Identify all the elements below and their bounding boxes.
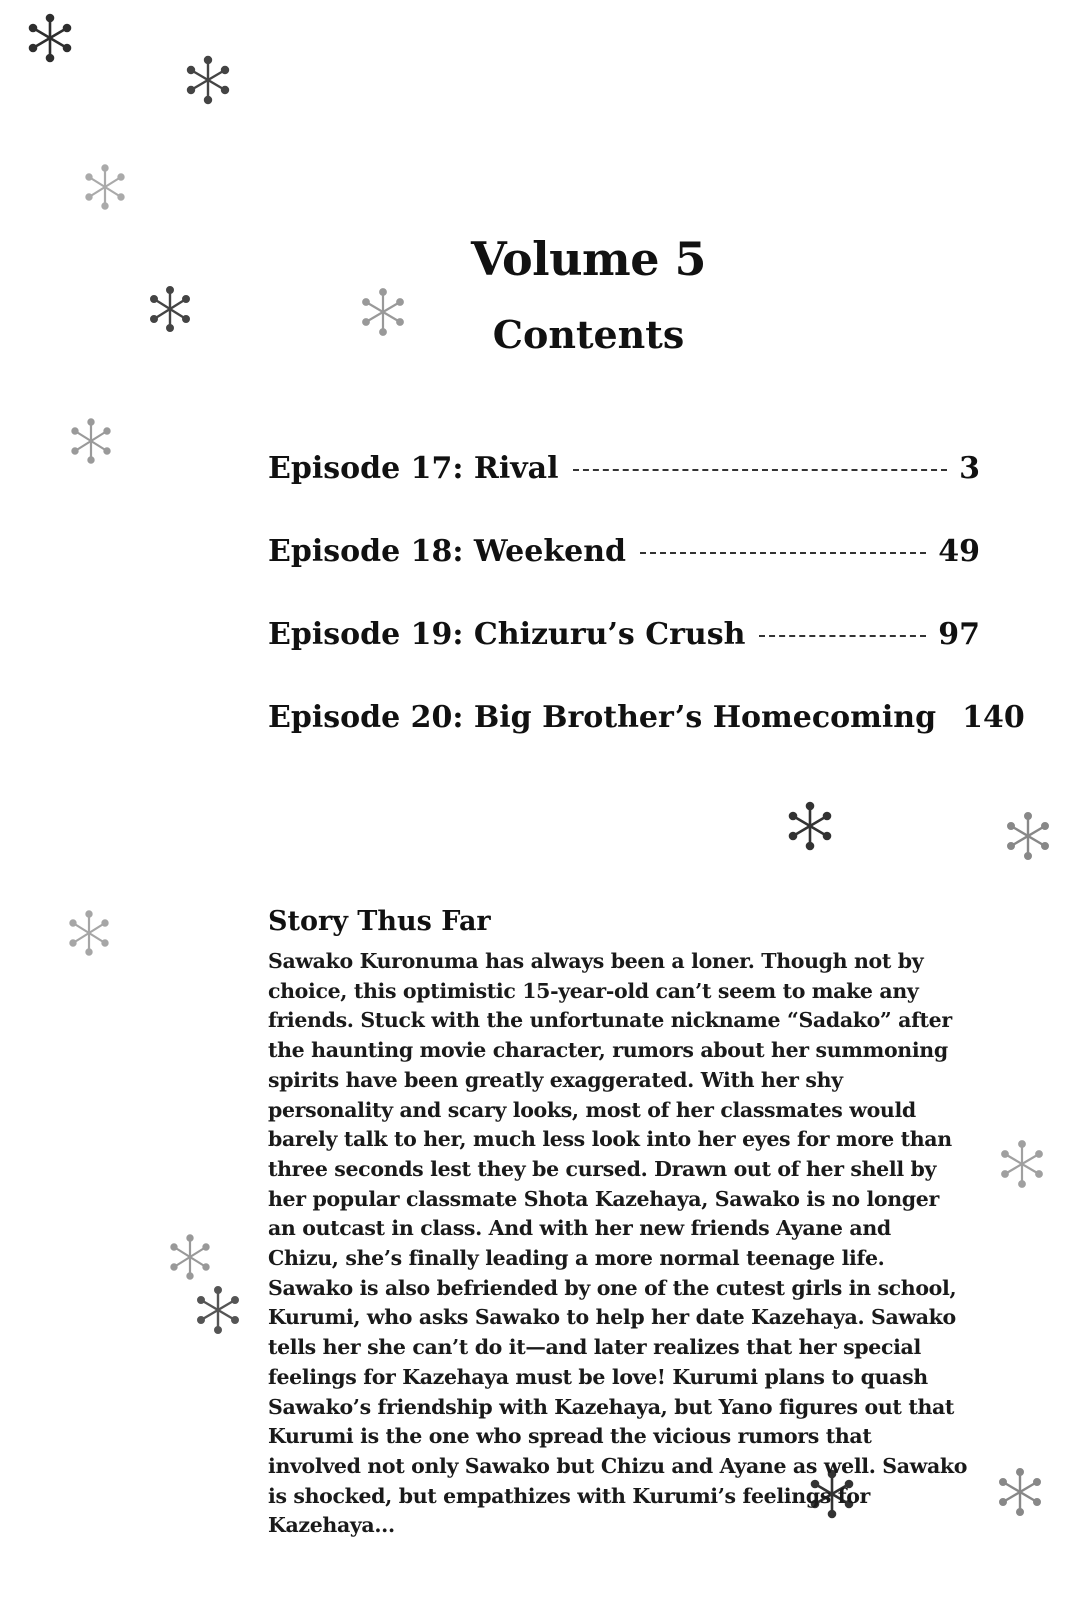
toc-entry-episode-19[interactable] [268,614,980,654]
snowflake-icon [62,906,116,960]
toc-entry-title: Episode 20: Big Brother’s Homecoming [268,699,937,735]
snowflake-icon [22,10,78,66]
toc-dotted-leader [640,552,926,554]
toc-entry-page: 140 [962,699,1025,735]
toc-entry-title: Episode 17: Rival [268,450,559,486]
snowflake-icon [1000,808,1056,864]
volume-title: Volume 5 [470,232,707,286]
story-thus-far-section [268,906,968,1541]
toc-entry-page: 97 [938,616,980,652]
toc-entry-page: 3 [959,450,980,486]
snowflake-icon [163,1230,217,1284]
toc-entry-episode-20[interactable] [268,697,1025,737]
toc-entry-episode-18[interactable] [268,531,980,571]
contents-heading: Contents [492,312,685,357]
snowflake-icon [78,160,132,214]
snowflake-icon [64,414,118,468]
toc-entry-title: Episode 19: Chizuru’s Crush [268,616,746,652]
story-heading: Story Thus Far [268,906,491,937]
toc-dotted-leader [759,635,926,637]
snowflake-icon [782,798,838,854]
snowflake-icon [180,52,236,108]
toc-entry-title: Episode 18: Weekend [268,533,626,569]
toc-dotted-leader [573,469,948,471]
snowflake-icon [992,1464,1048,1520]
toc-entry-episode-17[interactable] [268,448,980,488]
table-of-contents [268,448,1025,780]
toc-entry-page: 49 [938,533,980,569]
snowflake-icon [190,1282,246,1338]
story-synopsis: Sawako Kuronuma has always been a loner. Though not by choice, this optimistic 15-year-old can’t seem to make any friends. Stuck with the unfortunate nickname “Sadako” after the haunting movie character, rumors about her summoning spirits have been greatly exaggerated. With her shy personality and scary looks, most of her classmates would barely talk to her, much less look into her eyes for more than three seconds lest they be cursed. Drawn out of her shell by her popular classmate Shota Kazehaya, Sawako is no longer an outcast in class. And with her new friends Ayane and Chizu, she’s finally leading a more normal teenage life. Sawako is also befriended by one of the cutest girls in school, Kurumi, who asks Sawako to help her date Kazehaya. Sawako tells her she can’t do it—and later realizes that her special feelings for Kazehaya must be love! Kurumi plans to quash Sawako’s friendship with Kazehaya, but Yano figures out that Kurumi is the one who spread the vicious rumors that involved not only Sawako but Chizu and Ayane as well. Sawako is shocked, but empathizes with Kurumi’s feelings for Kazehaya... [268,949,968,1538]
snowflake-icon [994,1136,1050,1192]
